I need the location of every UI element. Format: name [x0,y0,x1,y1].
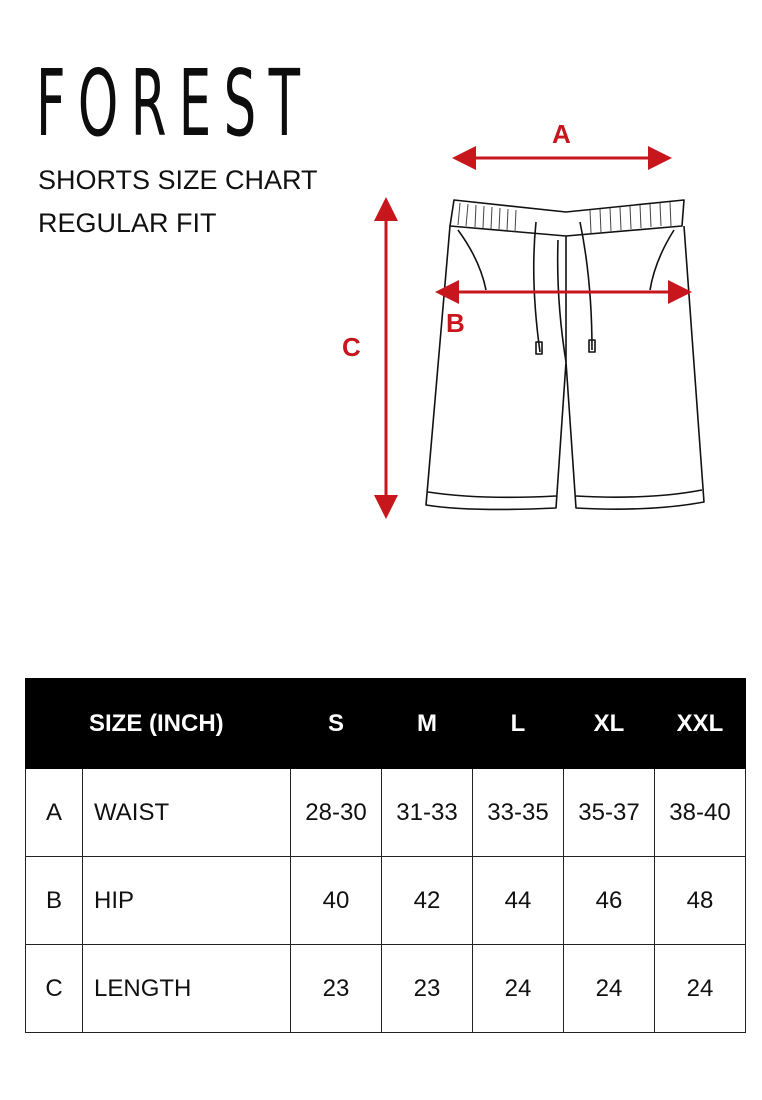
fit-type: REGULAR FIT [38,208,217,238]
table-cell: 31-33 [382,769,473,857]
table-cell: 24 [564,945,655,1033]
chart-title: SHORTS SIZE CHART [38,165,318,195]
row-name: HIP [83,857,291,945]
table-row-hip [26,857,746,945]
table-cell: 40 [291,857,382,945]
shorts-diagram [330,110,730,540]
header-size-m: M [382,679,473,769]
row-name: LENGTH [83,945,291,1033]
shorts-illustration [426,200,704,509]
table-cell: 35-37 [564,769,655,857]
header-size-s: S [291,679,382,769]
table-cell: 48 [655,857,746,945]
size-table [25,678,746,1033]
label-a: A [552,119,571,149]
table-cell: 46 [564,857,655,945]
table-cell: 24 [655,945,746,1033]
row-key: C [26,945,83,1033]
table-row-waist [26,769,746,857]
table-cell: 23 [382,945,473,1033]
table-cell: 33-35 [473,769,564,857]
table-cell: 44 [473,857,564,945]
table-cell: 24 [473,945,564,1033]
row-key: A [26,769,83,857]
brand-logo: FOREST [36,50,313,157]
table-cell: 23 [291,945,382,1033]
label-c: C [342,332,361,362]
table-cell: 28-30 [291,769,382,857]
header-size-label: SIZE (INCH) [83,679,291,769]
table-cell: 42 [382,857,473,945]
table-header-row [26,679,746,769]
row-name: WAIST [83,769,291,857]
header-size-xl: XL [564,679,655,769]
header-spacer [26,679,83,769]
header-size-l: L [473,679,564,769]
header-size-xxl: XXL [655,679,746,769]
table-row-length [26,945,746,1033]
label-b: B [446,308,465,338]
table-cell: 38-40 [655,769,746,857]
row-key: B [26,857,83,945]
